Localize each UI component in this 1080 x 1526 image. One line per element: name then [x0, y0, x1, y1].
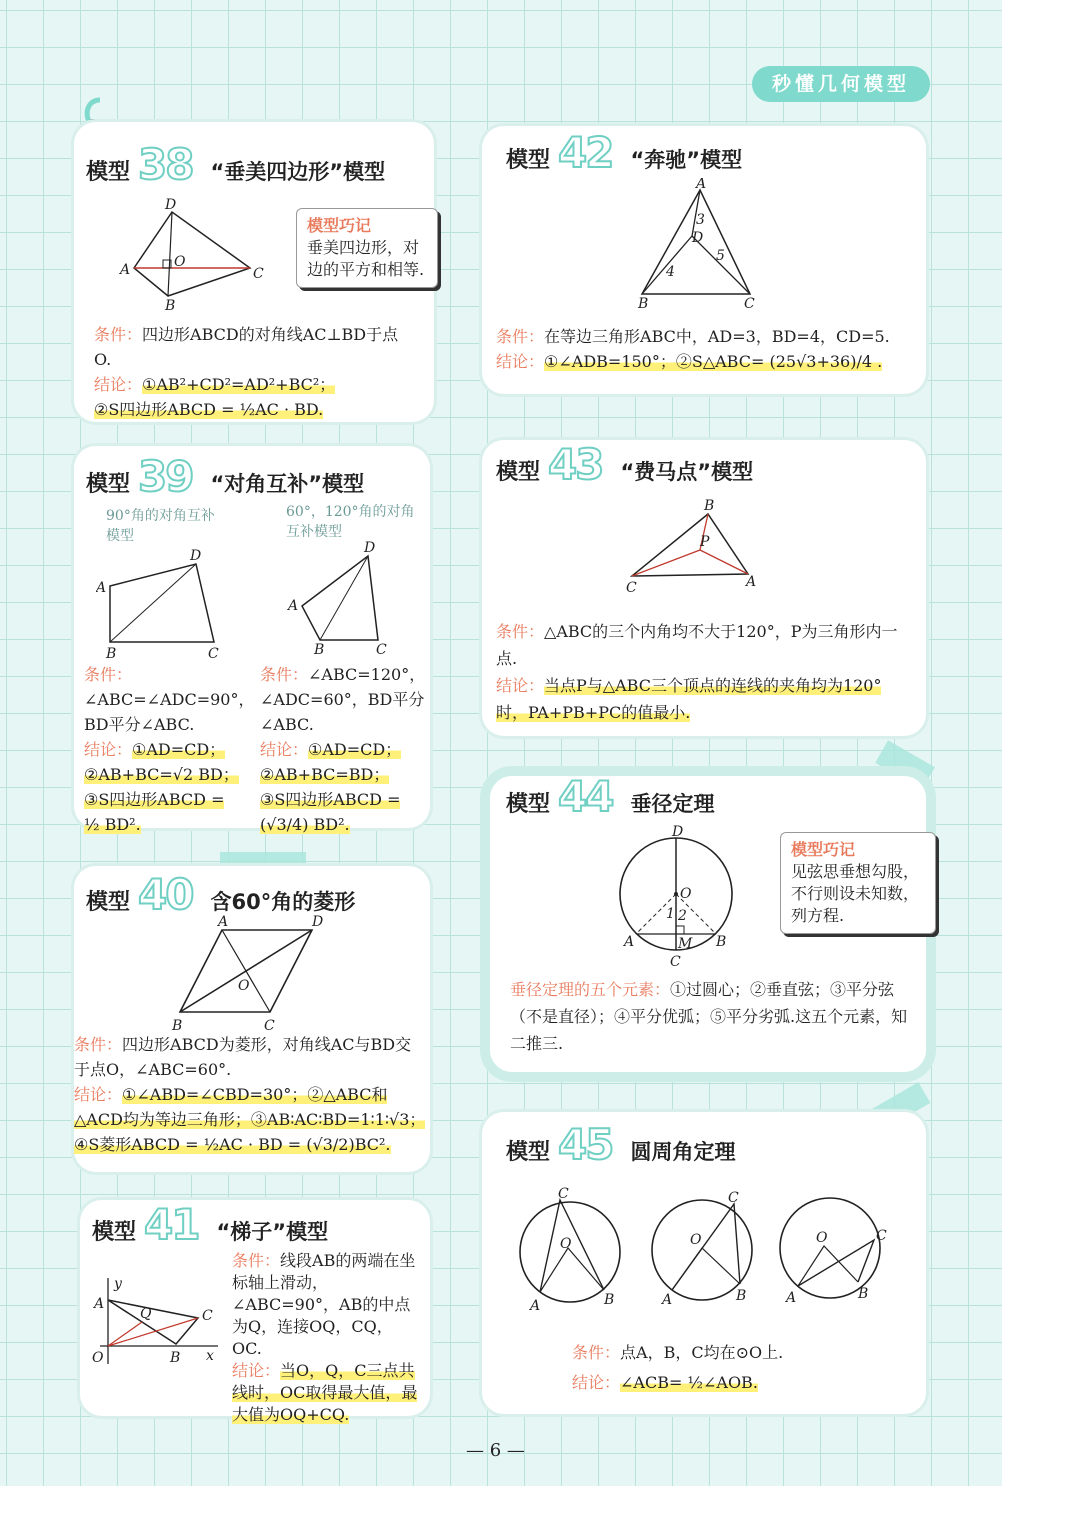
point-label: A: [530, 1298, 541, 1314]
point-label: C: [376, 642, 387, 658]
condition-text: 在等边三角形ABC中，AD=3，BD=4，CD=5.: [544, 327, 890, 346]
conclusion-text: ①AD=CD；: [132, 740, 226, 759]
point-label: D: [312, 914, 324, 930]
condition-text: 四边形ABCD的对角线AC⊥BD于点O.: [94, 325, 399, 369]
conclusion-label: 结论：: [84, 740, 133, 759]
model-word: 模型: [506, 1140, 551, 1165]
model-number: 41: [144, 1200, 199, 1249]
condition-text: 线段AB的两端在坐标轴上滑动，∠ABC=90°，AB的中点为Q，连接OQ，CQ，OC.: [232, 1251, 416, 1358]
point-label: C: [558, 1186, 569, 1202]
model-38-diagram: [110, 196, 280, 316]
conclusion-label: 结论：: [496, 676, 545, 695]
point-label: A: [288, 598, 299, 614]
five-elements-text: ①过圆心；②垂直弦；③平分弦（不是直径）；④平分优弧；⑤平分劣弧.这五个元素，知二推三.: [510, 980, 908, 1053]
model-title: 含60°角的菱形: [210, 890, 356, 914]
model-42-heading: [506, 128, 742, 177]
tip-title: 模型巧记: [307, 216, 372, 235]
condition-text: 四边形ABCD为菱形，对角线AC与BD交于点O，∠ABC=60°.: [74, 1035, 412, 1079]
conclusion-text: ∠ACB= ½∠AOB.: [620, 1373, 758, 1392]
model-39-right-diagram: [282, 540, 412, 660]
conclusion-label: 结论：: [94, 375, 143, 394]
point-label: D: [364, 540, 376, 556]
conclusion-text: ①AD=CD；: [308, 740, 402, 759]
model-39-heading: [86, 452, 364, 501]
model-title: “对角互补”模型: [210, 472, 365, 496]
condition-text: ∠ABC=∠ADC=90°，BD平分∠ABC.: [84, 690, 255, 734]
model-43-heading: [496, 440, 753, 489]
model-41-diagram: [86, 1272, 226, 1372]
condition-label: 条件：: [496, 622, 545, 641]
point-label: B: [858, 1286, 869, 1302]
point-label: A: [662, 1292, 673, 1308]
model-number: 38: [138, 140, 193, 189]
point-label: C: [728, 1190, 739, 1206]
conclusion-text: 当点P与△ABC三个顶点的连线的夹角均为120°时，PA+PB+PC的值最小.: [496, 676, 882, 722]
point-label: B: [314, 642, 325, 658]
model-title: 圆周角定理: [630, 1140, 736, 1164]
conclusion-text: ②S四边形ABCD = ½AC · BD.: [94, 400, 324, 419]
model-44-tip: [780, 832, 936, 934]
point-label: C: [744, 296, 755, 312]
point-label: 2: [678, 908, 687, 924]
point-label: C: [253, 266, 264, 282]
model-title: “梯子”模型: [216, 1220, 329, 1244]
conclusion-label: 结论：: [260, 740, 309, 759]
model-39-right-text: [260, 662, 428, 837]
model-41-heading: [92, 1200, 328, 1249]
model-word: 模型: [496, 460, 541, 485]
model-41-text: [232, 1250, 418, 1426]
inscribed-angle-case-2: [652, 1190, 752, 1308]
model-number: 45: [558, 1120, 613, 1169]
conclusion-label: 结论：: [496, 352, 545, 371]
model-word: 模型: [506, 792, 551, 817]
point-label: B: [638, 296, 649, 312]
point-label: O: [816, 1230, 828, 1246]
model-word: 模型: [86, 160, 131, 185]
model-word: 模型: [92, 1220, 137, 1245]
condition-text: ∠ABC=120°，∠ADC=60°，BD平分∠ABC.: [260, 665, 426, 734]
point-label: Q: [140, 1306, 152, 1322]
point-label: D: [692, 230, 704, 246]
conclusion-text: 当O，Q，C三点共线时，OC取得最大值，最大值为OQ+CQ.: [232, 1361, 418, 1424]
condition-label: 条件：: [74, 1035, 123, 1054]
model-word: 模型: [506, 148, 551, 173]
model-42-text: [496, 324, 916, 374]
model-39-note-left: 90°角的对角互补模型: [106, 508, 215, 544]
point-label: A: [96, 580, 107, 596]
axis-label: y: [114, 1276, 122, 1292]
condition-label: 条件：: [496, 327, 545, 346]
conclusion-text: ③S四边形ABCD = (√3/4) BD².: [260, 790, 401, 834]
conclusion-text: ②AB+BC=√2 BD；: [84, 765, 239, 784]
model-44-text: [510, 976, 914, 1057]
tip-title: 模型巧记: [791, 840, 856, 859]
conclusion-text: ③S四边形ABCD = ½ BD².: [84, 790, 225, 834]
point-label: O: [174, 254, 186, 270]
point-label: B: [604, 1292, 615, 1308]
model-number: 44: [558, 772, 613, 821]
point-label: 1: [666, 906, 675, 922]
model-40-text: [74, 1032, 426, 1157]
point-label: A: [120, 262, 131, 278]
point-label: B: [165, 298, 176, 314]
inscribed-angle-case-1: [520, 1186, 620, 1314]
model-38-tip: [296, 208, 438, 288]
model-39-left-text: [84, 662, 255, 837]
model-44-heading: [506, 772, 714, 821]
point-label: B: [704, 498, 715, 514]
model-39-left-diagram: [96, 546, 236, 660]
point-label: D: [190, 548, 202, 564]
model-39-note-right: 60°，120°角的对角互补模型: [286, 504, 415, 540]
point-label: A: [746, 574, 757, 590]
point-label: B: [170, 1350, 181, 1366]
point-label: A: [94, 1296, 105, 1312]
point-label: M: [678, 936, 693, 952]
inscribed-angle-case-3: [780, 1198, 887, 1306]
point-label: C: [208, 646, 219, 660]
model-word: 模型: [86, 472, 131, 497]
point-label: 4: [666, 264, 675, 280]
point-label: A: [696, 178, 707, 192]
model-45-heading: [506, 1120, 735, 1169]
tip-text: 垂美四边形，对边的平方和相等.: [307, 238, 425, 279]
condition-label: 条件：: [572, 1343, 621, 1362]
model-43-text: [496, 618, 906, 726]
point-label: D: [165, 197, 177, 213]
point-label: C: [876, 1228, 887, 1244]
point-label: A: [786, 1290, 797, 1306]
model-number: 39: [138, 452, 193, 501]
point-label: O: [690, 1232, 702, 1248]
conclusion-text: ①AB²+CD²=AD²+BC²；: [142, 375, 336, 394]
model-title: 垂径定理: [630, 792, 715, 816]
conclusion-label: 结论：: [232, 1361, 281, 1380]
point-label: C: [202, 1308, 213, 1324]
condition-label: 条件：: [84, 665, 133, 684]
condition-text: 点A，B，C均在⊙O上.: [620, 1343, 784, 1362]
point-label: D: [672, 824, 684, 840]
conclusion-label: 结论：: [74, 1085, 123, 1104]
model-40-diagram: [160, 912, 340, 1034]
model-38-text: [94, 322, 414, 422]
condition-label: 条件：: [232, 1251, 281, 1270]
point-label: B: [106, 646, 117, 660]
page-margin: [1002, 0, 1080, 1526]
point-label: O: [238, 978, 250, 994]
model-45-text: [572, 1338, 892, 1398]
axis-label: x: [206, 1348, 214, 1364]
model-number: 43: [548, 440, 603, 489]
model-43-diagram: [620, 496, 770, 596]
point-label: O: [92, 1350, 104, 1366]
page-number: — 6 —: [466, 1440, 525, 1461]
model-45-diagrams: [512, 1186, 912, 1316]
point-label: B: [172, 1018, 183, 1034]
point-label: 3: [696, 212, 705, 228]
conclusion-text: ②AB+BC=BD；: [260, 765, 390, 784]
point-label: C: [626, 580, 637, 596]
point-label: P: [700, 534, 710, 550]
point-label: O: [560, 1236, 572, 1252]
point-label: O: [680, 886, 692, 902]
conclusion-text: ①∠ABD=∠CBD=30°；②△ABC和△ACD均为等边三角形；③AB∶AC∶BD=1∶1∶√3；④S菱形ABCD = ½AC · BD = (√3/2)BC².: [74, 1085, 426, 1154]
model-number: 40: [138, 870, 193, 919]
model-44-diagram: [614, 822, 744, 972]
model-title: “垂美四边形”模型: [210, 160, 386, 184]
five-elements-label: 垂径定理的五个元素：: [510, 980, 671, 999]
brand-badge: 秒懂几何模型: [752, 66, 930, 102]
point-label: B: [716, 934, 727, 950]
model-42-diagram: [620, 178, 780, 314]
point-label: C: [264, 1018, 275, 1034]
condition-text: △ABC的三个内角均不大于120°，P为三角形内一点.: [496, 622, 898, 668]
model-number: 42: [558, 128, 613, 177]
conclusion-label: 结论：: [572, 1373, 621, 1392]
model-38-heading: [86, 140, 385, 189]
model-title: “费马点”模型: [620, 460, 754, 484]
point-label: A: [624, 934, 635, 950]
point-label: A: [218, 914, 229, 930]
point-label: 5: [716, 248, 725, 264]
conclusion-text: ①∠ADB=150°；②S△ABC= (25√3+36)/4 .: [544, 352, 883, 371]
point-label: C: [670, 954, 681, 970]
condition-label: 条件：: [260, 665, 309, 684]
point-label: B: [736, 1288, 747, 1304]
condition-label: 条件：: [94, 325, 143, 344]
model-title: “奔驰”模型: [630, 148, 743, 172]
model-word: 模型: [86, 890, 131, 915]
tip-text: 见弦思垂想勾股，不行则设未知数，列方程.: [791, 862, 920, 925]
